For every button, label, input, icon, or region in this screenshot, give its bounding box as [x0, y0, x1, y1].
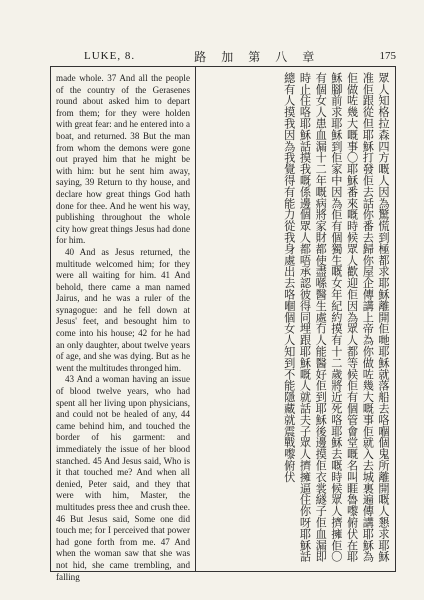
page-number: 175	[379, 50, 396, 62]
page-header	[50, 44, 396, 68]
english-paragraph: 43 And a woman having an issue of blood twelve years, who had spent all her living upon physicians, and could not be healed of any, 44 came behind him, and touched the border of his garment: and immediately the issue of her blood stanched. 45 And Jesus said, Who is it that touched me? And when all denied, Peter said, and they that were with him, Master, the multitudes press thee and crush thee. 46 But Jesus said, Some one did touch me; for I perceived that power had gone forth from me. 47 And when the woman saw that she was not hid, she came trembling, and falling	[56, 374, 190, 582]
english-column	[56, 73, 190, 582]
header-book-chapter: LUKE, 8.	[84, 50, 136, 62]
column-divider	[195, 66, 196, 572]
english-paragraph: 40 And as Jesus returned, the multitude welcomed him; for they were all waiting for him. 41 And behold, there came a man named Jairus, and he was a ruler of the synagogue: and he fell down at Jesus' feet, and besought him to come into his house; 42 for he had an only daughter, about twelve years of age, and she was dying. But as he went the multitudes thronged him.	[56, 246, 190, 373]
header-chinese-title: 路 加 第 八 章	[194, 49, 321, 64]
chinese-column: 眾人知格拉森四方嘅人因為驚慌到極都求耶穌離開佢哋耶穌就落船去咯嗰個鬼所離開嘅人懇求耶穌准佢跟從但耶穌打發佢去話你番去歸你屋企傳講上帝為你做咗幾大嘅事佢就入去城裏遍傳講耶穌為佢做咗幾大嘅事〇耶穌番來嘅時候眾人歡迎佢因為眾人都等候佢有個管會堂嘅名叫睚魯嚟俯伏在耶穌腳前求耶穌到佢家中因為佢有個獨生嘅女年紀約摸有十二歲將近死咯耶穌去嘅時候眾人擠擁佢〇有個女人患血漏十二年嘅病將家財都使盡喺醫生處冇人能醫好佢到耶穌後邊摸佢衣裳繸子佢血漏即時止住咯耶穌話摸我嘅係邊個眾人都唔承認彼得同埋跟耶穌嘅人就話夫子眾人擠擁逼住你呀耶穌話總有人摸我因為我覺得有能力從我身處出去咯嗰個女人知到不能隱藏就震戰嚟俯伏	[282, 72, 390, 563]
english-paragraph: made whole. 37 And all the people of the country of the Gerasenes round about asked him to depart from them; for they were holden with great fear: and he entered into a boat, and returned. 38 But the man from whom the demons were gone out prayed him that he might be with him: but he sent him away, saying, 39 Return to thy house, and declare how great things God hath done for thee. And he went his way, publishing throughout the whole city how great things Jesus had done for him.	[56, 73, 190, 246]
